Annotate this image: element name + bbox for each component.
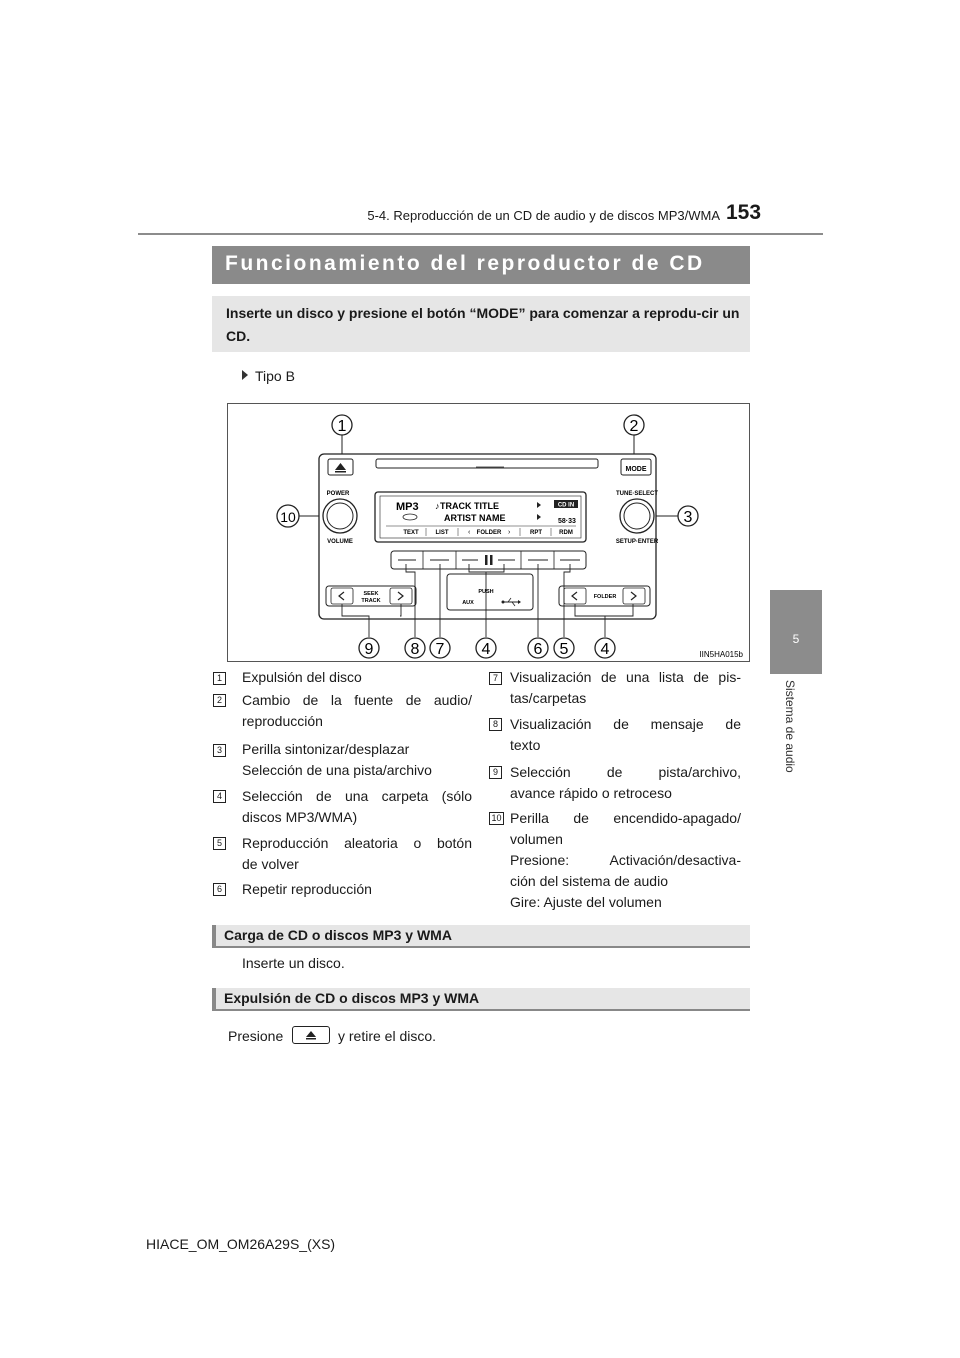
legend-item-3-line-1: Perilla sintonizar/desplazar	[242, 741, 410, 757]
softkey-row[interactable]	[391, 551, 586, 569]
legend-item-9-line-2: avance rápido o retroceso	[510, 785, 672, 801]
legend-item-2-line-2: reproducción	[242, 713, 323, 729]
legend-marker-5: 5	[213, 837, 226, 850]
legend-item-10-line-5: Gire: Ajuste del volumen	[510, 894, 662, 910]
eject-button-icon	[292, 1026, 330, 1044]
bullet-arrow-icon	[242, 370, 248, 380]
callout-6	[528, 638, 548, 658]
legend-item-9	[510, 762, 741, 804]
legend-item-8-line-1: Visualización de mensaje de	[510, 716, 741, 732]
legend-item-7-line-1: Visualización de una lista de pis-	[510, 669, 741, 685]
running-header-section: 5-4. Reproducción de un CD de audio y de discos MP3/WMA	[367, 208, 720, 223]
header-rule	[138, 233, 823, 235]
chapter-tab-number: 5	[792, 632, 800, 646]
callout-10	[277, 505, 320, 527]
svg-text:PUSH: PUSH	[478, 589, 494, 595]
svg-text:7: 7	[435, 641, 445, 658]
callout-4-b	[595, 638, 615, 658]
legend-item-7	[510, 667, 741, 709]
callout-8	[405, 638, 425, 658]
callout-5	[554, 638, 574, 658]
figure-code: IIN5HA015b	[699, 650, 743, 659]
mode-button[interactable]	[621, 459, 651, 475]
legend-item-1-line: Expulsión del disco	[242, 669, 362, 685]
svg-text:AUX: AUX	[462, 600, 474, 606]
svg-text:TRACK TITLE: TRACK TITLE	[440, 501, 499, 511]
legend-item-1	[242, 667, 472, 688]
svg-text:CD IN: CD IN	[557, 502, 575, 509]
eject-section-rule	[212, 1009, 750, 1011]
svg-text:›: ›	[508, 529, 511, 536]
svg-text:TRACK: TRACK	[361, 598, 381, 604]
legend-item-4-line-2: discos MP3/WMA)	[242, 809, 358, 825]
legend-item-8-line-2: texto	[510, 737, 541, 753]
legend-item-4-line-1: Selección de una carpeta (sólo	[242, 788, 472, 804]
folder-buttons[interactable]	[559, 586, 650, 606]
intro-text: Inserte un disco y presione el botón “MODE” para comenzar a reprodu-cir un CD.	[226, 305, 740, 344]
legend-item-10-line-1: Perilla de encendido-apagado/	[510, 810, 741, 826]
eject-section-edge	[212, 988, 216, 1010]
svg-text:MODE: MODE	[625, 466, 647, 473]
legend-marker-9: 9	[489, 766, 502, 779]
legend-item-8	[510, 714, 741, 756]
svg-text:TUNE·SELECT: TUNE·SELECT	[616, 491, 658, 497]
svg-text:POWER: POWER	[326, 491, 350, 497]
svg-text:LIST: LIST	[435, 530, 449, 536]
chapter-tab-label: Sistema de audio	[783, 680, 797, 773]
svg-text:6: 6	[533, 641, 543, 658]
svg-text:SEEK: SEEK	[363, 591, 379, 597]
svg-text:FOLDER: FOLDER	[593, 594, 617, 600]
legend-marker-2: 2	[213, 694, 226, 707]
callout-3	[653, 506, 698, 526]
legend-item-10-line-2: volumen	[510, 831, 563, 847]
svg-text:4: 4	[481, 641, 491, 658]
manual-code: HIACE_OM_OM26A29S_(XS)	[146, 1236, 336, 1252]
svg-text:‹: ‹	[468, 529, 471, 536]
eject-section-title: Expulsión de CD o discos MP3 y WMA	[224, 990, 480, 1006]
legend-item-3	[242, 739, 472, 781]
svg-text:2: 2	[629, 418, 639, 435]
legend-item-10-line-4: ción del sistema de audio	[510, 873, 668, 889]
svg-text:58·33: 58·33	[558, 518, 576, 525]
svg-text:RPT: RPT	[530, 530, 542, 536]
svg-text:1: 1	[337, 418, 347, 435]
legend-item-7-line-2: tas/carpetas	[510, 690, 587, 706]
eject-button[interactable]	[328, 459, 353, 475]
legend-item-10	[510, 808, 741, 913]
svg-text:♪: ♪	[435, 501, 440, 511]
audio-unit-figure	[227, 403, 750, 662]
legend-item-4	[242, 786, 472, 828]
section-title: Funcionamiento del reproductor de CD	[225, 252, 705, 275]
display-screen	[375, 492, 586, 542]
legend-item-6-line: Repetir reproducción	[242, 881, 372, 897]
callout-7	[430, 638, 450, 658]
eject-text-after: y retire el disco.	[338, 1028, 437, 1044]
legend-item-9-line-1: Selección de pista/archivo,	[510, 764, 741, 780]
audio-unit-drawing	[228, 404, 749, 661]
type-label-text: Tipo B	[255, 368, 295, 384]
legend-marker-3: 3	[213, 744, 226, 757]
callout-9	[359, 638, 379, 658]
legend-item-6	[242, 879, 472, 900]
legend-marker-1: 1	[213, 672, 226, 685]
svg-text:9: 9	[364, 641, 374, 658]
aux-usb-panel	[447, 574, 533, 610]
svg-text:10: 10	[280, 509, 296, 525]
eject-text-before: Presione	[228, 1028, 284, 1044]
legend-marker-10: 10	[489, 812, 504, 825]
legend-item-5	[242, 833, 472, 875]
load-section-title: Carga de CD o discos MP3 y WMA	[224, 927, 452, 943]
svg-text:MP3: MP3	[396, 501, 419, 513]
legend-item-5-line-2: de volver	[242, 856, 299, 872]
legend-item-2-line-1: Cambio de la fuente de audio/	[242, 692, 472, 708]
svg-text:FOLDER: FOLDER	[476, 530, 502, 536]
page-number: 153	[726, 201, 762, 224]
legend-item-10-line-3: Presione: Activación/desactiva-	[510, 852, 741, 868]
legend-marker-6: 6	[213, 883, 226, 896]
svg-text:3: 3	[683, 509, 693, 526]
callout-4-a	[476, 638, 496, 658]
legend-marker-8: 8	[489, 718, 502, 731]
svg-text:8: 8	[410, 641, 420, 658]
legend-item-5-line-1: Reproducción aleatoria o botón	[242, 835, 472, 851]
svg-text:RDM: RDM	[559, 530, 573, 536]
load-section-rule	[212, 946, 750, 948]
seek-track-buttons[interactable]	[326, 586, 416, 606]
callout-2	[624, 415, 644, 456]
load-section-edge	[212, 925, 216, 947]
legend-marker-7: 7	[489, 672, 502, 685]
legend-marker-4: 4	[213, 790, 226, 803]
svg-text:VOLUME: VOLUME	[327, 539, 353, 545]
svg-text:ARTIST NAME: ARTIST NAME	[444, 513, 506, 523]
load-section-text: Inserte un disco.	[242, 955, 345, 971]
svg-text:4: 4	[600, 641, 610, 658]
eject-icon	[293, 1027, 329, 1043]
type-label	[242, 368, 295, 384]
svg-text:5: 5	[559, 641, 569, 658]
svg-text:TEXT: TEXT	[403, 530, 419, 536]
callout-1	[332, 415, 352, 456]
legend-item-2	[242, 690, 472, 732]
svg-text:SETUP·ENTER: SETUP·ENTER	[615, 539, 659, 545]
legend-item-3-line-2: Selección de una pista/archivo	[242, 762, 432, 778]
